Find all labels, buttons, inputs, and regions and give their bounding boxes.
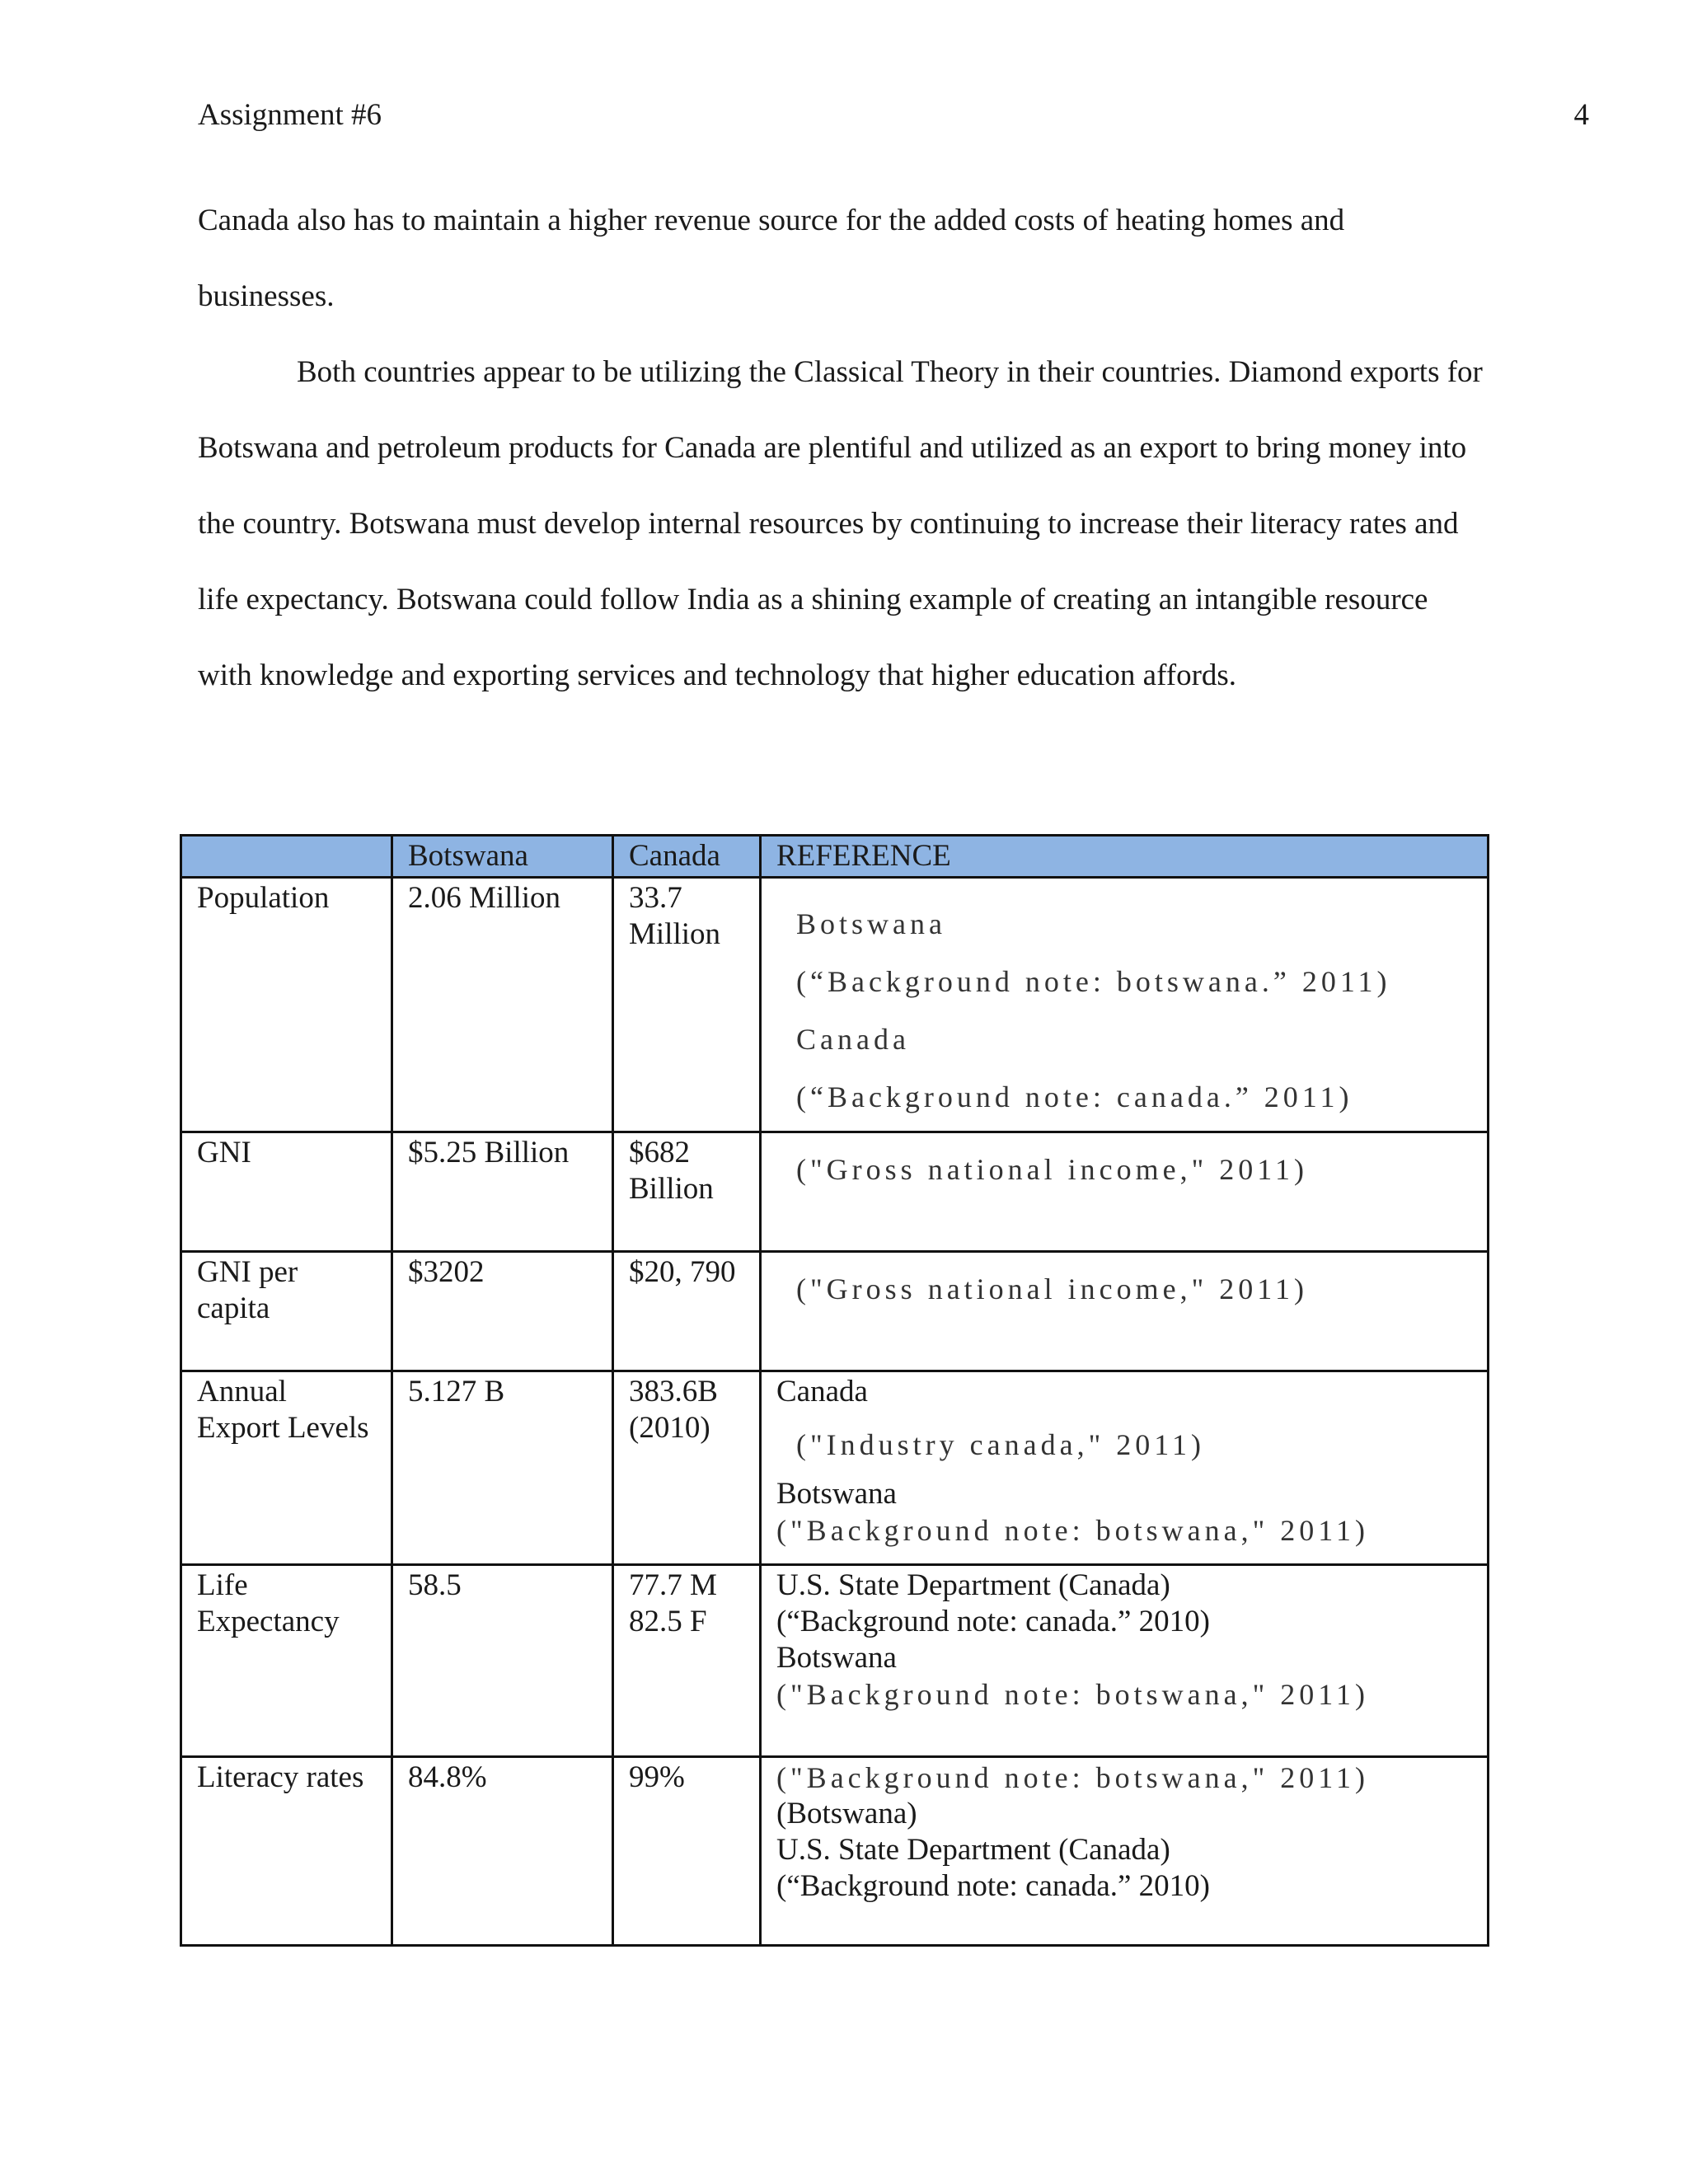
body-text — [198, 183, 1484, 714]
reference-line: Canada — [796, 1023, 910, 1056]
reference-cell — [761, 1252, 1489, 1371]
row-label: Life Expectancy — [181, 1565, 392, 1757]
reference-line: ("Background note: botswana," 2011) — [776, 1514, 1369, 1547]
reference-line: ("Gross national income," 2011) — [796, 1272, 1308, 1305]
header-cell-reference: REFERENCE — [761, 836, 1489, 878]
reference-cell — [761, 1132, 1489, 1252]
reference-line: Botswana — [776, 1477, 897, 1511]
botswana-value: $5.25 Billion — [392, 1132, 613, 1252]
comparison-table — [180, 834, 1489, 1947]
canada-value: $682 Billion — [613, 1132, 761, 1252]
reference-line: (“Background note: botswana.” 2011) — [796, 965, 1391, 998]
botswana-value: $3202 — [392, 1252, 613, 1371]
reference-line: (Botswana) — [776, 1797, 917, 1830]
table-row-population — [181, 878, 1489, 1132]
running-header-title: Assignment #6 — [198, 98, 382, 132]
reference-line: Botswana — [796, 907, 946, 940]
row-label: Annual Export Levels — [181, 1371, 392, 1565]
canada-value: 383.6B (2010) — [613, 1371, 761, 1565]
header-cell-blank — [181, 836, 392, 878]
canada-value: 99% — [613, 1757, 761, 1946]
reference-line: U.S. State Department (Canada) — [776, 1833, 1170, 1867]
canada-value: $20, 790 — [613, 1252, 761, 1371]
reference-line: (“Background note: canada.” 2010) — [776, 1869, 1211, 1903]
canada-value-female: 82.5 F — [629, 1605, 707, 1638]
botswana-value: 2.06 Million — [392, 878, 613, 1132]
reference-line: ("Gross national income," 2011) — [796, 1153, 1308, 1186]
botswana-value: 58.5 — [392, 1565, 613, 1757]
reference-cell — [761, 878, 1489, 1132]
reference-line: (“Background note: canada.” 2011) — [796, 1080, 1353, 1113]
table-row-gni-per-capita — [181, 1252, 1489, 1371]
row-label: GNI per capita — [181, 1252, 392, 1371]
header-cell-canada: Canada — [613, 836, 761, 878]
page-number: 4 — [1573, 98, 1589, 132]
row-label: GNI — [181, 1132, 392, 1252]
row-label: Literacy rates — [181, 1757, 392, 1946]
botswana-value: 84.8% — [392, 1757, 613, 1946]
canada-value — [613, 1565, 761, 1757]
reference-cell — [761, 1371, 1489, 1565]
canada-value: 33.7 Million — [613, 878, 761, 1132]
canada-value-male: 77.7 M — [629, 1568, 717, 1602]
table-row-gni — [181, 1132, 1489, 1252]
table-row-annual-export-levels — [181, 1371, 1489, 1565]
table-row-literacy-rates — [181, 1757, 1489, 1946]
reference-line: Canada — [776, 1375, 868, 1408]
paragraph-1: Canada also has to maintain a higher revenue source for the added costs of heating homes and businesses. — [198, 204, 1345, 313]
table-header-row — [181, 836, 1489, 878]
header-cell-botswana: Botswana — [392, 836, 613, 878]
row-label: Population — [181, 878, 392, 1132]
reference-cell — [761, 1565, 1489, 1757]
reference-line: (“Background note: canada.” 2010) — [776, 1605, 1211, 1638]
reference-line: U.S. State Department (Canada) — [776, 1568, 1170, 1602]
reference-line: ("Industry canada," 2011) — [796, 1428, 1205, 1461]
reference-line: Botswana — [776, 1641, 897, 1675]
reference-line: ("Background note: botswana," 2011) — [776, 1678, 1369, 1711]
paragraph-2: Both countries appear to be utilizing the Classical Theory in their countries. Diamond exports for Botswana and petroleum products for Canada are plentiful and utilized as an export to bring money into the country. Botswana must develop internal resources by continuing to increase their literacy rates and life expectancy. Botswana could follow India as a shining example of creating an intangible resource with knowledge and exporting services and technology that higher education affords. — [198, 355, 1483, 692]
reference-line: ("Background note: botswana," 2011) — [776, 1761, 1369, 1794]
reference-cell — [761, 1757, 1489, 1946]
table-row-life-expectancy — [181, 1565, 1489, 1757]
botswana-value: 5.127 B — [392, 1371, 613, 1565]
